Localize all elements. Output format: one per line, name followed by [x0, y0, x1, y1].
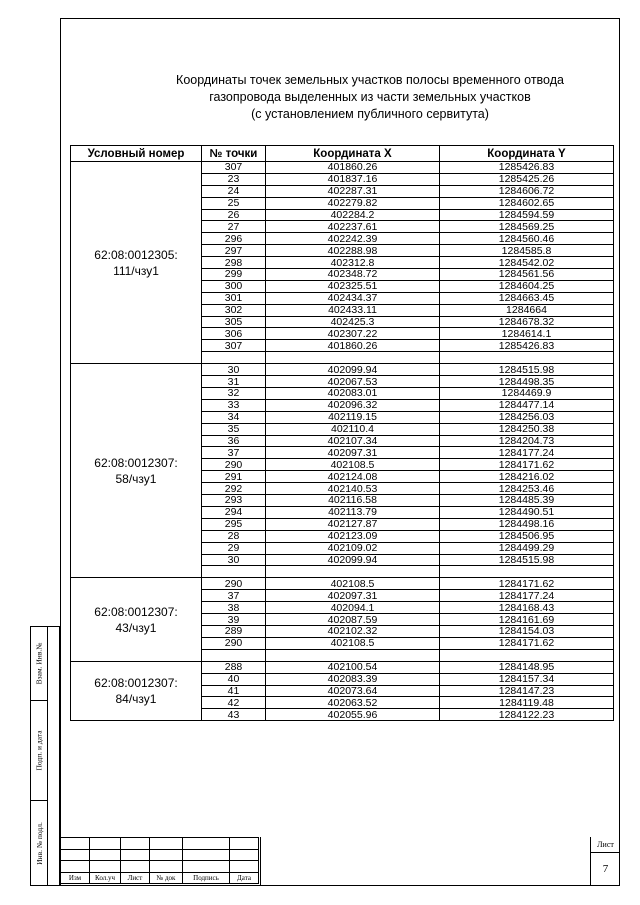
- parcel-number-cell: [71, 162, 202, 364]
- point-number-cell: 293: [202, 495, 266, 507]
- point-number-cell: 41: [202, 685, 266, 697]
- coordinate-x-cell: 402107.34: [266, 435, 440, 447]
- coordinate-x-cell: 402140.53: [266, 483, 440, 495]
- point-number-cell: 40: [202, 673, 266, 685]
- point-number-cell: 30: [202, 364, 266, 376]
- point-number-cell: 306: [202, 328, 266, 340]
- title-line-2: газопровода выделенных из части земельных участков: [209, 90, 531, 104]
- empty-cell: [266, 352, 440, 364]
- coordinate-x-cell: 402109.02: [266, 542, 440, 554]
- coordinate-y-cell: 1284177.24: [440, 590, 614, 602]
- coordinate-y-cell: 1284542.02: [440, 257, 614, 269]
- point-number-cell: 302: [202, 304, 266, 316]
- coordinate-y-cell: 1284606.72: [440, 185, 614, 197]
- coordinate-x-cell: 402087.59: [266, 614, 440, 626]
- coordinate-x-cell: 402097.31: [266, 590, 440, 602]
- coordinate-y-cell: 1284498.16: [440, 518, 614, 530]
- point-number-cell: 290: [202, 459, 266, 471]
- coordinate-y-cell: 1284171.62: [440, 578, 614, 590]
- coordinates-table: [70, 145, 614, 721]
- empty-cell: [440, 566, 614, 578]
- point-number-cell: 37: [202, 590, 266, 602]
- title-block: [60, 837, 620, 886]
- stamp-col-doc-number: № док: [150, 872, 183, 884]
- coordinate-x-cell: 402073.64: [266, 685, 440, 697]
- point-number-cell: 38: [202, 602, 266, 614]
- sheet-number-box: [590, 837, 620, 886]
- parcel-number-cell: [71, 364, 202, 578]
- point-number-cell: 25: [202, 197, 266, 209]
- coordinate-x-cell: 402083.01: [266, 388, 440, 400]
- coordinate-y-cell: 1284604.25: [440, 280, 614, 292]
- parcel-number-cell: [71, 661, 202, 720]
- coordinate-y-cell: 1284594.59: [440, 209, 614, 221]
- point-number-cell: 290: [202, 578, 266, 590]
- header-parcel-number: Условный номер: [71, 146, 202, 162]
- coordinate-y-cell: 1284253.46: [440, 483, 614, 495]
- coordinate-x-cell: 402312.8: [266, 257, 440, 269]
- coordinate-y-cell: 1284216.02: [440, 471, 614, 483]
- coordinate-x-cell: 402425.3: [266, 316, 440, 328]
- coordinate-x-cell: 402434.37: [266, 292, 440, 304]
- coordinate-x-cell: 401837.16: [266, 173, 440, 185]
- coordinate-y-cell: 1284171.62: [440, 637, 614, 649]
- coordinate-x-cell: 402108.5: [266, 637, 440, 649]
- coordinate-y-cell: 1284569.25: [440, 221, 614, 233]
- coordinate-y-cell: 1284498.35: [440, 376, 614, 388]
- coordinate-x-cell: 402113.79: [266, 506, 440, 518]
- point-number-cell: 307: [202, 340, 266, 352]
- point-number-cell: 37: [202, 447, 266, 459]
- coordinate-x-cell: 402099.94: [266, 364, 440, 376]
- coordinate-x-cell: 401860.26: [266, 340, 440, 352]
- coordinate-y-cell: 1284490.51: [440, 506, 614, 518]
- parcel-number-line-2: 111/чзу1: [113, 263, 159, 278]
- point-number-cell: 299: [202, 269, 266, 281]
- point-number-cell: 295: [202, 518, 266, 530]
- coordinate-x-cell: 402099.94: [266, 554, 440, 566]
- coordinate-x-cell: 402067.53: [266, 376, 440, 388]
- coordinate-x-cell: 402279.82: [266, 197, 440, 209]
- title-block-table: [60, 837, 259, 884]
- empty-cell: [266, 649, 440, 661]
- coordinate-x-cell: 402237.61: [266, 221, 440, 233]
- coordinate-y-cell: 1284499.29: [440, 542, 614, 554]
- coordinate-y-cell: 1285426.83: [440, 162, 614, 174]
- stamp-col-signature: Подпись: [183, 872, 230, 884]
- point-number-cell: 296: [202, 233, 266, 245]
- coordinate-y-cell: 1284469.9: [440, 388, 614, 400]
- parcel-number-line-1: 62:08:0012305:: [94, 247, 178, 262]
- title-block-main: [260, 837, 590, 886]
- coordinate-y-cell: 1284477.14: [440, 399, 614, 411]
- coordinate-y-cell: 1284256.03: [440, 411, 614, 423]
- point-number-cell: 26: [202, 209, 266, 221]
- coordinate-x-cell: 402284.2: [266, 209, 440, 221]
- coordinate-x-cell: 402096.32: [266, 399, 440, 411]
- coordinate-x-cell: 402123.09: [266, 530, 440, 542]
- coordinate-x-cell: 401860.26: [266, 162, 440, 174]
- coordinate-y-cell: 1284147.23: [440, 685, 614, 697]
- coordinate-y-cell: 1284515.98: [440, 554, 614, 566]
- point-number-cell: 43: [202, 709, 266, 721]
- coordinate-y-cell: 1284515.98: [440, 364, 614, 376]
- header-point-number: № точки: [202, 146, 266, 162]
- coordinate-x-cell: 402097.31: [266, 447, 440, 459]
- coordinate-y-cell: 1284561.56: [440, 269, 614, 281]
- coordinate-x-cell: 402100.54: [266, 661, 440, 673]
- side-label-replacement: Взам. Инв.№: [31, 627, 47, 701]
- point-number-cell: 291: [202, 471, 266, 483]
- point-number-cell: 288: [202, 661, 266, 673]
- coordinate-x-cell: 402119.15: [266, 411, 440, 423]
- coordinate-x-cell: 402108.5: [266, 459, 440, 471]
- coordinate-x-cell: 402288.98: [266, 245, 440, 257]
- coordinate-y-cell: 1284122.23: [440, 709, 614, 721]
- empty-cell: [440, 352, 614, 364]
- point-number-cell: 33: [202, 399, 266, 411]
- stamp-col-change: Изм: [61, 872, 90, 884]
- coordinate-x-cell: 402102.32: [266, 625, 440, 637]
- parcel-number-line-2: 84/чзу1: [115, 691, 157, 706]
- point-number-cell: 30: [202, 554, 266, 566]
- coordinate-x-cell: 402094.1: [266, 602, 440, 614]
- header-coordinate-y: Координата Y: [440, 146, 614, 162]
- table-row: [71, 162, 614, 174]
- coordinate-y-cell: 1284614.1: [440, 328, 614, 340]
- point-number-cell: 36: [202, 435, 266, 447]
- point-number-cell: 294: [202, 506, 266, 518]
- coordinate-x-cell: 402110.4: [266, 423, 440, 435]
- coordinate-x-cell: 402083.39: [266, 673, 440, 685]
- document-title: [120, 72, 620, 123]
- parcel-number-line-1: 62:08:0012307:: [94, 675, 178, 690]
- point-number-cell: 292: [202, 483, 266, 495]
- coordinate-y-cell: 1285425.26: [440, 173, 614, 185]
- table-row: [71, 661, 614, 673]
- parcel-number-line-2: 43/чзу1: [115, 620, 157, 635]
- point-number-cell: 39: [202, 614, 266, 626]
- side-label-signature-date: Подп. и дата: [31, 700, 47, 801]
- point-number-cell: 28: [202, 530, 266, 542]
- coordinate-y-cell: 1284157.34: [440, 673, 614, 685]
- point-number-cell: 35: [202, 423, 266, 435]
- coordinate-x-cell: 402055.96: [266, 709, 440, 721]
- coordinate-x-cell: 402242.39: [266, 233, 440, 245]
- coordinate-y-cell: 1284506.95: [440, 530, 614, 542]
- point-number-cell: 290: [202, 637, 266, 649]
- point-number-cell: 300: [202, 280, 266, 292]
- coordinate-y-cell: 1284177.24: [440, 447, 614, 459]
- point-number-cell: 301: [202, 292, 266, 304]
- coordinate-x-cell: 402116.58: [266, 495, 440, 507]
- title-line-1: Координаты точек земельных участков полосы временного отвода: [176, 73, 564, 87]
- point-number-cell: 29: [202, 542, 266, 554]
- parcel-number-line-1: 62:08:0012307:: [94, 455, 178, 470]
- point-number-cell: 24: [202, 185, 266, 197]
- coordinate-x-cell: 402108.5: [266, 578, 440, 590]
- coordinate-y-cell: 1284678.32: [440, 316, 614, 328]
- coordinate-x-cell: 402063.52: [266, 697, 440, 709]
- coordinate-y-cell: 1284148.95: [440, 661, 614, 673]
- coordinate-y-cell: 1284585.8: [440, 245, 614, 257]
- coordinate-y-cell: 1284168.43: [440, 602, 614, 614]
- sheet-number: 7: [602, 863, 609, 875]
- coordinate-x-cell: 402433.11: [266, 304, 440, 316]
- side-stamp-divider: [47, 627, 48, 885]
- table-header-row: [71, 146, 614, 162]
- coordinate-y-cell: 1284485.39: [440, 495, 614, 507]
- point-number-cell: 307: [202, 162, 266, 174]
- sheet-label: Лист: [591, 837, 620, 853]
- point-number-cell: 297: [202, 245, 266, 257]
- coordinate-y-cell: 1284560.46: [440, 233, 614, 245]
- coordinate-y-cell: 1284154.03: [440, 625, 614, 637]
- coordinate-y-cell: 1284250.38: [440, 423, 614, 435]
- parcel-number-line-1: 62:08:0012307:: [94, 604, 178, 619]
- side-label-inventory-number: Инв. № подл.: [34, 821, 44, 865]
- coordinate-y-cell: 1284171.62: [440, 459, 614, 471]
- coordinate-y-cell: 1284161.69: [440, 614, 614, 626]
- point-number-cell: 305: [202, 316, 266, 328]
- coordinate-y-cell: 1284602.65: [440, 197, 614, 209]
- coordinate-x-cell: 402124.08: [266, 471, 440, 483]
- table-row: [71, 578, 614, 590]
- coordinate-x-cell: 402348.72: [266, 269, 440, 281]
- table-row: [71, 364, 614, 376]
- point-number-cell: 23: [202, 173, 266, 185]
- empty-cell: [266, 566, 440, 578]
- point-number-cell: 289: [202, 625, 266, 637]
- empty-cell: [202, 649, 266, 661]
- header-coordinate-x: Координата X: [266, 146, 440, 162]
- stamp-col-count: Кол.уч: [90, 872, 121, 884]
- stamp-col-date: Дата: [230, 872, 259, 884]
- empty-cell: [202, 352, 266, 364]
- empty-cell: [202, 566, 266, 578]
- point-number-cell: 27: [202, 221, 266, 233]
- coordinate-x-cell: 402287.31: [266, 185, 440, 197]
- point-number-cell: 298: [202, 257, 266, 269]
- parcel-number-line-2: 58/чзу1: [115, 471, 157, 486]
- side-stamp: [30, 626, 60, 886]
- parcel-number-cell: [71, 578, 202, 661]
- coordinate-y-cell: 1284119.48: [440, 697, 614, 709]
- coordinate-x-cell: 402325.51: [266, 280, 440, 292]
- coordinate-y-cell: 1285426.83: [440, 340, 614, 352]
- coordinate-y-cell: 1284664: [440, 304, 614, 316]
- point-number-cell: 32: [202, 388, 266, 400]
- coordinate-x-cell: 402127.87: [266, 518, 440, 530]
- point-number-cell: 42: [202, 697, 266, 709]
- title-line-3: (с установлением публичного сервитута): [251, 107, 489, 121]
- coordinate-x-cell: 402307.22: [266, 328, 440, 340]
- stamp-col-sheet: Лист: [121, 872, 150, 884]
- point-number-cell: 31: [202, 376, 266, 388]
- coordinate-y-cell: 1284663.45: [440, 292, 614, 304]
- point-number-cell: 34: [202, 411, 266, 423]
- coordinate-y-cell: 1284204.73: [440, 435, 614, 447]
- empty-cell: [440, 649, 614, 661]
